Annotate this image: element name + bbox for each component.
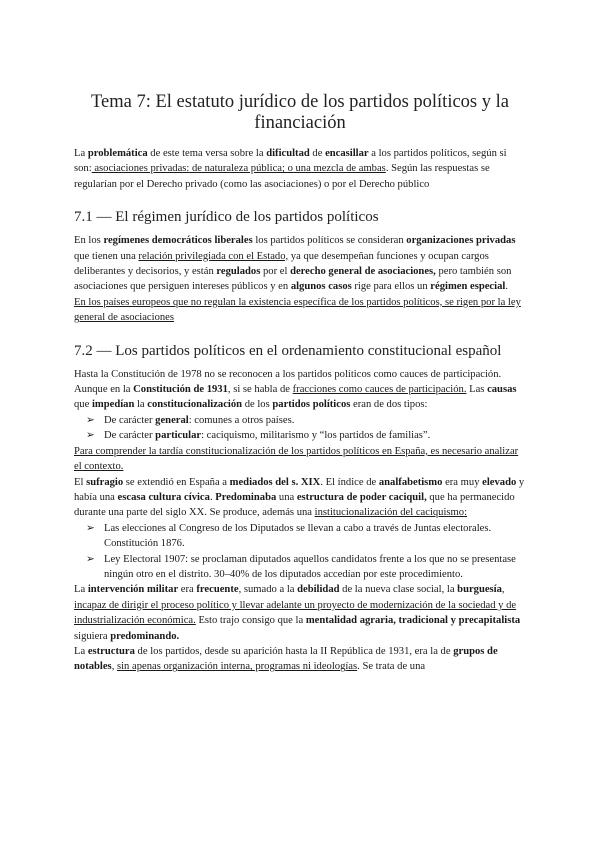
section1-paragraph-1: [74, 233, 526, 295]
bold-text: elevado: [482, 476, 517, 488]
causes-list: [74, 413, 526, 444]
section2-paragraph-2: [74, 444, 526, 475]
text-run: : caciquismo, militarismo y “los partidos de familias”.: [201, 430, 431, 442]
text-run: . Según las respuestas se regularían por el Derecho privado (como las asociaciones) o por el Derecho público: [74, 163, 490, 190]
bold-text: régimen especial: [430, 281, 506, 293]
section-heading-7-1: 7.1 — El régimen jurídico de los partidos políticos: [74, 209, 379, 226]
text-run: eran de dos tipos:: [350, 399, 428, 411]
list-item: [74, 428, 526, 443]
bold-text: burguesía: [457, 584, 502, 596]
bold-text: regulados: [216, 266, 261, 278]
text-run: de este tema versa sobre la: [147, 148, 267, 159]
bold-text: regímenes democráticos liberales: [103, 235, 253, 247]
underlined-text: sin apenas organización interna, programas ni ideologías: [116, 661, 358, 673]
bold-text: impedían: [91, 399, 135, 411]
text-run: que tienen una: [74, 250, 139, 262]
text-run: ,: [501, 584, 505, 596]
text-run: Las: [466, 384, 488, 396]
text-run: De carácter: [104, 414, 156, 426]
arrow-bullet-icon: ➢: [86, 553, 95, 565]
intro-paragraph: [74, 146, 526, 192]
text-run: una: [276, 491, 297, 503]
bold-text: constitucionalización: [147, 399, 243, 411]
bold-text: mentalidad agraria, tradicional y precapitalista: [305, 615, 521, 627]
text-run: La: [74, 584, 88, 596]
bold-text: predominando.: [110, 630, 180, 642]
text-run: Hasta la Constitución de 1978 no se reconocen a los partidos políticos como cauces de participación. Aunque en la: [74, 368, 502, 396]
text-run: que: [74, 399, 92, 411]
underlined-text: asociaciones privadas: de naturaleza pública; o una mezcla de ambas: [91, 163, 386, 175]
underlined-text: fracciones como cauces de participación.: [292, 384, 467, 396]
text-run: En los: [74, 235, 104, 247]
text-run: Las elecciones al Congreso de los Diputados se llevan a cabo a través de Juntas electorales. Constitución 1876.: [104, 522, 492, 550]
arrow-bullet-icon: ➢: [86, 414, 95, 426]
text-run: de los partidos, desde su aparición hasta la II República de 1931, era la de: [134, 645, 454, 657]
section2-paragraph-1: [74, 367, 526, 413]
text-run: a los partidos políticos, según si son:: [74, 148, 507, 175]
section2-paragraph-3: [74, 475, 526, 521]
bold-text: frecuente: [196, 584, 239, 596]
page-title: Tema 7: El estatuto jurídico de los partidos políticos y la financiación: [91, 92, 509, 133]
text-run: era: [178, 584, 197, 596]
caciquismo-list: [74, 521, 526, 583]
bold-text: problemática: [87, 148, 148, 159]
text-run: los partidos políticos se consideran: [252, 235, 407, 247]
arrow-bullet-icon: ➢: [86, 430, 95, 442]
text-run: por el: [260, 266, 291, 278]
underlined-text: institucionalización del caciquismo:: [314, 507, 468, 519]
bold-text: debilidad: [297, 584, 340, 596]
text-run: : comunes a otros países.: [188, 414, 295, 426]
section2-paragraph-5: [74, 644, 526, 675]
bold-text: partidos políticos: [272, 399, 351, 411]
bold-text: organizaciones privadas: [406, 235, 516, 247]
bold-text: grupos de notables: [74, 645, 498, 673]
text-run: .: [505, 281, 508, 293]
bold-text: sufragio: [86, 476, 124, 488]
text-run: . Se trata de una: [357, 661, 426, 673]
list-item: [74, 552, 526, 583]
text-run: , sumado a la: [238, 584, 298, 596]
text-run: . El índice de: [320, 476, 379, 488]
bold-text: mediados del s. XIX: [229, 476, 321, 488]
bold-text: dificultad: [266, 148, 310, 159]
text-run: de los: [242, 399, 273, 411]
text-run: de: [309, 148, 326, 159]
text-run: Ley Electoral 1907: se proclaman diputados aquellos candidatos frente a los que no se presentase ningún otro en el distrito. 30–40% de los diputados accedían por este procedimiento.: [104, 553, 516, 580]
bold-text: algunos casos: [290, 281, 352, 293]
text-run: que ha permanecido durante una parte del siglo XX. Se produce, además una: [74, 491, 515, 519]
text-run: La: [74, 148, 88, 159]
text-run: pero también son asociaciones que persiguen intereses públicos y en: [74, 266, 512, 293]
bold-text: escasa cultura cívica: [117, 491, 210, 503]
bold-text: Constitución de 1931: [133, 384, 228, 396]
section2-paragraph-4: [74, 582, 526, 644]
text-run: ya que desempeñan funciones y ocupan cargos deliberantes y decisorios, y están: [74, 250, 489, 278]
text-run: era muy: [442, 476, 483, 488]
text-run: , si se habla de: [227, 384, 293, 396]
bold-text: estructura: [87, 645, 135, 657]
arrow-bullet-icon: ➢: [86, 522, 95, 534]
text-run: de la nueva clase social, la: [339, 584, 458, 596]
bold-text: estructura de poder caciquil,: [296, 491, 427, 503]
underlined-text: En los países europeos que no regulan la existencia específica de los partidos políticos, se rigen por la ley general de asociaciones: [74, 296, 521, 324]
underlined-text: incapaz de dirigir el proceso político y llevar adelante un proyecto de modernización de la sociedad y de industrialización económica.: [74, 599, 517, 627]
text-run: .: [209, 491, 216, 503]
bold-text: encasillar: [325, 148, 369, 159]
document-page: [74, 92, 526, 675]
text-run: rige para ellos un: [351, 281, 431, 293]
text-run: ,: [111, 661, 117, 673]
section1-paragraph-2: [74, 295, 526, 326]
text-run: La: [74, 645, 88, 657]
list-item: [74, 521, 526, 552]
text-run: Esto trajo consigo que la: [195, 615, 306, 627]
text-run: se extendió en España a: [123, 476, 230, 488]
underlined-text: relación privilegiada con el Estado,: [138, 250, 289, 262]
bold-text: intervención militar: [87, 584, 179, 596]
bold-text: causas: [487, 384, 517, 396]
bold-text: general: [155, 414, 189, 426]
list-item: [74, 413, 526, 428]
text-run: la: [134, 399, 148, 411]
text-run: De carácter: [104, 430, 156, 442]
text-run: El: [74, 476, 87, 488]
text-run: siguiera: [74, 630, 111, 642]
bold-text: analfabetismo: [378, 476, 443, 488]
text-run: y había una: [74, 476, 525, 503]
underlined-text: Para comprender la tardía constitucionalización de los partidos políticos en España, es necesario analizar el contexto.: [74, 445, 519, 473]
bold-text: Predominaba: [215, 491, 277, 503]
section-heading-7-2: 7.2 — Los partidos políticos en el ordenamiento constitucional español: [74, 342, 502, 359]
bold-text: particular: [155, 430, 202, 442]
bold-text: derecho general de asociaciones,: [290, 266, 436, 278]
